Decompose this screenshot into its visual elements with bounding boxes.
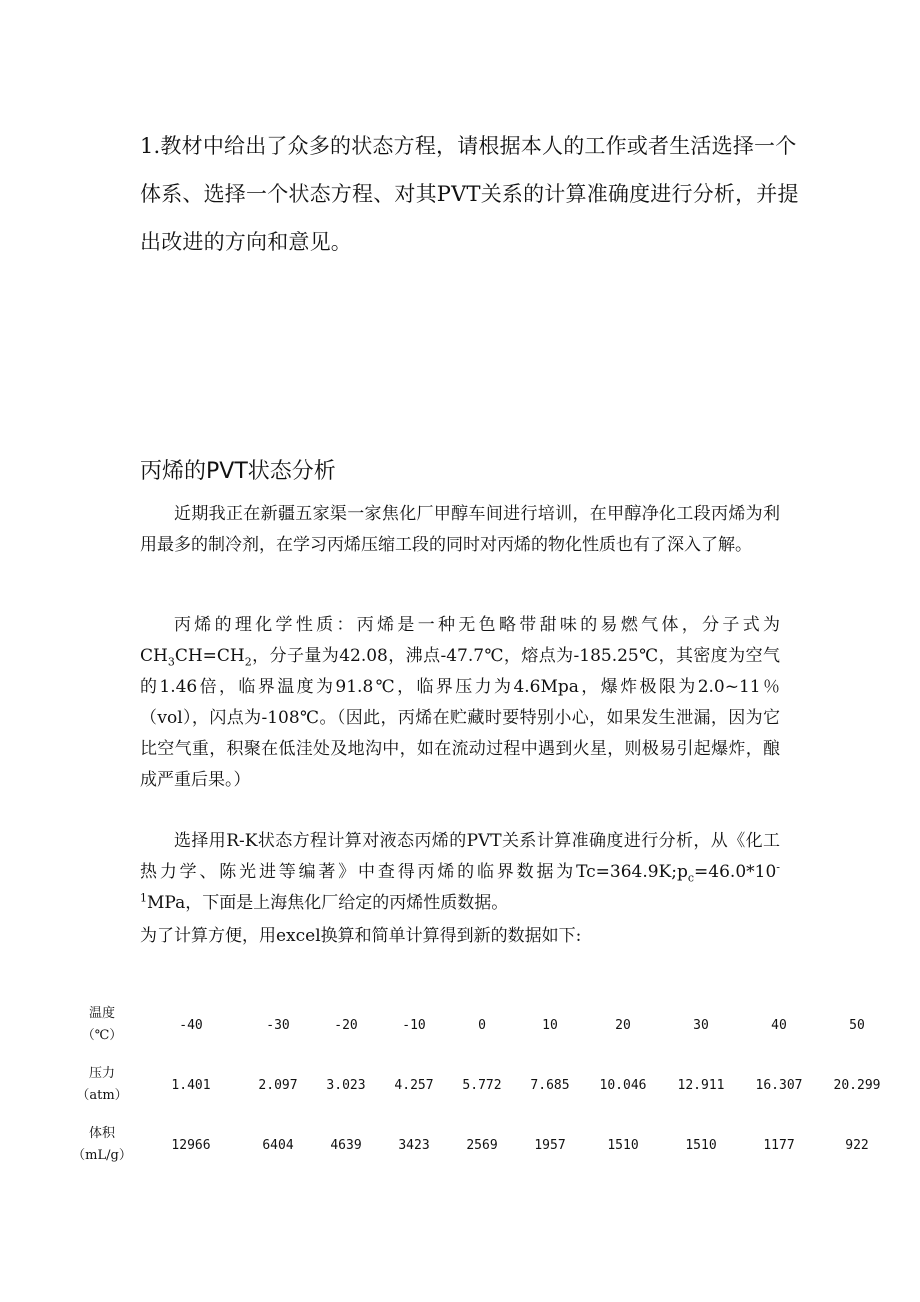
paragraph-method (140, 826, 780, 919)
paragraph-properties (140, 610, 780, 796)
row-label (66, 1115, 138, 1175)
table-cell: 4.257 (394, 1077, 434, 1093)
table-cell: 30 (693, 1017, 709, 1033)
paragraph-properties-part2: CH=CH (174, 646, 245, 666)
row-pressure (66, 1055, 896, 1115)
table-cell: 20 (615, 1017, 631, 1033)
table-cell: 40 (771, 1017, 787, 1033)
paragraph-method-part2: =46.0*10 (694, 862, 777, 882)
paragraph-method-part1: 选择用R-K状态方程计算对液态丙烯的PVT关系计算准确度进行分析，从《化工热力学、陈光进等编著》中查得丙烯的临界数据为Tc=364.9K;p (140, 831, 780, 882)
question-text: 1.教材中给出了众多的状态方程，请根据本人的工作或者生活选择一个体系、选择一个状态方程、对其PVT关系的计算准确度进行分析，并提出改进的方向和意见。 (140, 134, 799, 254)
table-cell: 3.023 (326, 1077, 366, 1093)
table-cell: 10.046 (599, 1077, 647, 1093)
table-cell: 2.097 (258, 1077, 298, 1093)
propylene-data-table (66, 995, 896, 1175)
formula-subscript-2: 2 (244, 655, 252, 669)
row-label (66, 995, 138, 1055)
table-cell: 16.307 (755, 1077, 803, 1093)
row-label-unit: （atm） (76, 1088, 128, 1103)
table-cell: 6404 (262, 1137, 294, 1153)
paragraph-method-part3: MPa，下面是上海焦化厂给定的丙烯性质数据。 (147, 893, 509, 913)
row-label (66, 1055, 138, 1115)
table-cell: 1.401 (171, 1077, 211, 1093)
exponent-superscript: -1 (140, 860, 780, 905)
table-cell: 1510 (607, 1137, 639, 1153)
table-cell: -10 (402, 1017, 426, 1033)
row-label-name: 温度 (88, 1006, 115, 1021)
table-cell: 20.299 (833, 1077, 881, 1093)
table-cell: 922 (845, 1137, 869, 1153)
row-label-unit: （℃） (81, 1028, 123, 1043)
table-cell: 0 (478, 1017, 486, 1033)
section-title: 丙烯的PVT状态分析 (140, 459, 336, 484)
table-cell: 50 (849, 1017, 865, 1033)
table-cell: 2569 (466, 1137, 498, 1153)
pc-subscript: c (687, 871, 695, 885)
paragraph-intro: 近期我正在新疆五家渠一家焦化厂甲醇车间进行培训，在甲醇净化工段丙烯为利用最多的制冷剂，在学习丙烯压缩工段的同时对丙烯的物化性质也有了深入了解。 (140, 504, 780, 555)
table-cell: 10 (542, 1017, 558, 1033)
table-cell: 1510 (685, 1137, 717, 1153)
table-cell: 12.911 (677, 1077, 725, 1093)
table-cell: 4639 (330, 1137, 362, 1153)
table-cell: 7.685 (530, 1077, 570, 1093)
table-cell: -40 (179, 1017, 203, 1033)
table-cell: -30 (266, 1017, 290, 1033)
paragraph-properties-part3: ，分子量为42.08，沸点-47.7℃，熔点为-185.25℃，其密度为空气的1.46倍，临界温度为91.8℃，临界压力为4.6Mpa，爆炸极限为2.0~11％（vol），闪点为-108℃。（因此，丙烯在贮藏时要特别小心，如果发生泄漏，因为它比空气重，积聚在低洼处及地沟中，如在流动过程中遇到火星，则极易引起爆炸，酿成严重后果。） (140, 646, 780, 790)
table-cell: 1177 (763, 1137, 795, 1153)
row-volume (66, 1115, 896, 1175)
table-cell: -20 (334, 1017, 358, 1033)
table-cell: 1957 (534, 1137, 566, 1153)
table-cell: 3423 (398, 1137, 430, 1153)
row-label-unit: （mL/g） (72, 1148, 132, 1163)
formula-subscript-3: 3 (167, 655, 175, 669)
row-label-name: 体积 (88, 1126, 115, 1141)
row-label-name: 压力 (88, 1066, 115, 1081)
table-cell: 5.772 (462, 1077, 502, 1093)
row-temperature (66, 995, 896, 1055)
paragraph-properties-part1: 丙烯的理化学性质：丙烯是一种无色略带甜味的易燃气体，分子式为CH (140, 615, 780, 666)
table-cell: 12966 (171, 1137, 211, 1153)
paragraph-calc-note: 为了计算方便，用excel换算和简单计算得到新的数据如下: (140, 926, 582, 946)
